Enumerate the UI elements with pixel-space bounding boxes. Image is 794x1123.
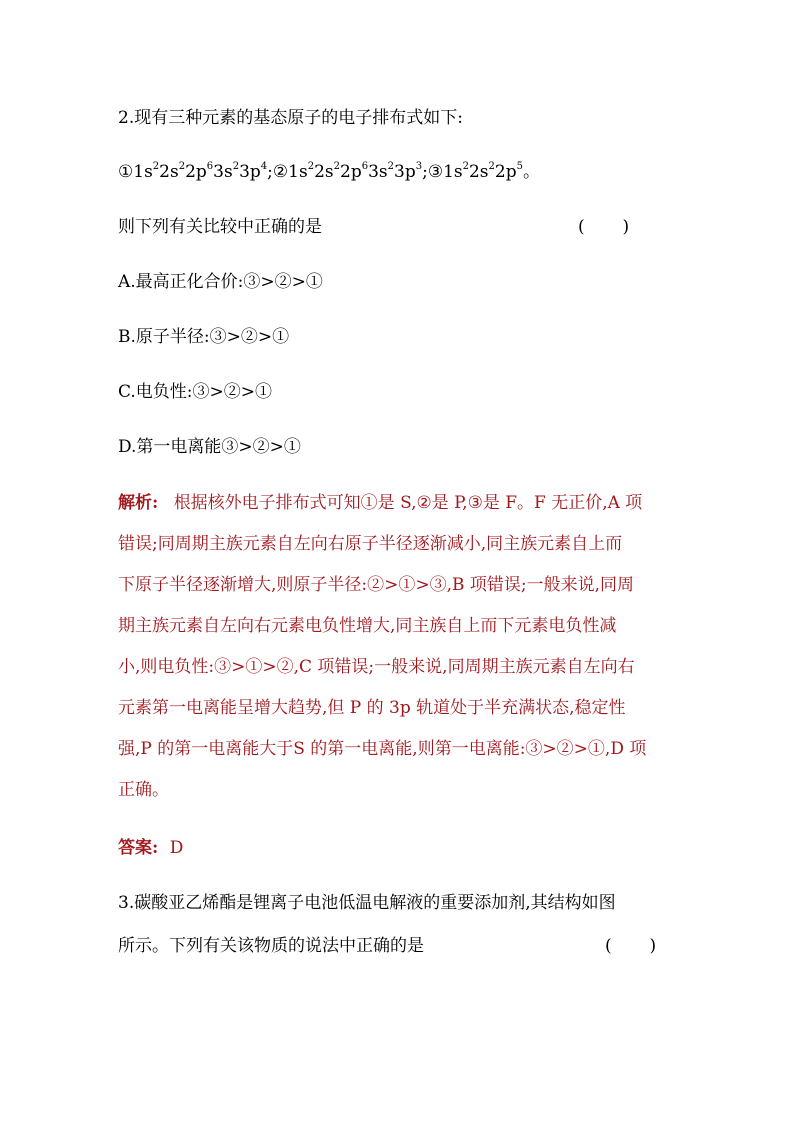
orbital: 2p bbox=[185, 162, 207, 182]
electron-count: 2 bbox=[232, 161, 240, 173]
answer-label: 答案: bbox=[118, 838, 159, 858]
electron-configurations bbox=[118, 160, 540, 184]
separator: 。 bbox=[522, 162, 540, 182]
option-a[interactable]: A.最高正化合价:③>②>① bbox=[118, 272, 323, 292]
option-d[interactable]: D.第一电离能③>②>① bbox=[118, 437, 301, 457]
answer-row bbox=[118, 836, 183, 860]
analysis-text: 根据核外电子排布式可知①是 S,②是 P,③是 F。F 无正价,A 项 bbox=[173, 493, 643, 513]
answer-blank-q3: ( ) bbox=[605, 936, 657, 956]
analysis-line-5: 小,则电负性:③>①>②,C 项错误;一般来说,同周期主族元素自左向右 bbox=[118, 657, 635, 677]
config-number: ② bbox=[272, 162, 289, 182]
electron-count: 2 bbox=[307, 161, 315, 173]
electron-count: 6 bbox=[206, 161, 214, 173]
orbital: 1s bbox=[133, 162, 153, 182]
analysis-line-8: 正确。 bbox=[118, 780, 169, 800]
electron-count: 5 bbox=[516, 161, 523, 173]
option-c[interactable]: C.电负性:③>②>① bbox=[118, 382, 273, 402]
analysis-label: 解析: bbox=[118, 493, 159, 513]
orbital: 3p bbox=[394, 162, 416, 182]
question-3-line-2: 所示。下列有关该物质的说法中正确的是 bbox=[118, 936, 424, 956]
analysis-line-2: 错误;同周期主族元素自左向右原子半径逐渐减小,同主族元素自上而 bbox=[118, 534, 623, 554]
analysis-line-4: 期主族元素自左向右元素电负性增大,同主族自上而下元素电负性减 bbox=[118, 616, 617, 636]
electron-count: 2 bbox=[178, 161, 186, 173]
electron-count: 2 bbox=[462, 161, 469, 173]
analysis-line-3: 下原子半径逐渐增大,则原子半径:②>①>③,B 项错误;一般来说,同周 bbox=[118, 575, 635, 595]
separator: ; bbox=[422, 162, 428, 182]
config-1 bbox=[118, 162, 273, 182]
answer-value: D bbox=[169, 838, 184, 858]
electron-count: 2 bbox=[488, 161, 495, 173]
electron-count: 2 bbox=[152, 161, 160, 173]
analysis-line-7: 强,P 的第一电离能大于S 的第一电离能,则第一电离能:③>②>①,D 项 bbox=[118, 739, 647, 759]
electron-count: 2 bbox=[333, 161, 340, 173]
orbital: 2p bbox=[494, 162, 517, 182]
orbital: 3s bbox=[213, 162, 233, 182]
config-2 bbox=[273, 162, 428, 182]
answer-blank: ( ) bbox=[578, 217, 630, 237]
orbital: 1s bbox=[288, 162, 308, 182]
question-2-prompt: 则下列有关比较中正确的是 bbox=[118, 217, 322, 237]
orbital: 2p bbox=[340, 162, 362, 182]
separator: ; bbox=[267, 162, 273, 182]
orbital: 2s bbox=[468, 162, 489, 182]
electron-count: 2 bbox=[387, 161, 394, 173]
question-3-line-1: 3.碳酸亚乙烯酯是锂离子电池低温电解液的重要添加剂,其结构如图 bbox=[118, 893, 616, 913]
electron-count: 6 bbox=[361, 161, 369, 173]
option-b[interactable]: B.原子半径:③>②>① bbox=[118, 327, 290, 347]
orbital: 3p bbox=[239, 162, 261, 182]
orbital: 1s bbox=[443, 162, 463, 182]
config-3 bbox=[428, 162, 540, 182]
electron-count: 3 bbox=[415, 161, 423, 173]
orbital: 2s bbox=[159, 162, 179, 182]
analysis-line-6: 元素第一电离能呈增大趋势,但 P 的 3p 轨道处于半充满状态,稳定性 bbox=[118, 698, 626, 718]
config-number: ① bbox=[118, 162, 134, 182]
config-number: ③ bbox=[427, 162, 444, 182]
orbital: 2s bbox=[314, 162, 334, 182]
electron-count: 4 bbox=[260, 161, 268, 173]
orbital: 3s bbox=[368, 162, 388, 182]
analysis-line-1 bbox=[118, 491, 642, 515]
question-2-stem: 2.现有三种元素的基态原子的电子排布式如下: bbox=[118, 108, 463, 128]
